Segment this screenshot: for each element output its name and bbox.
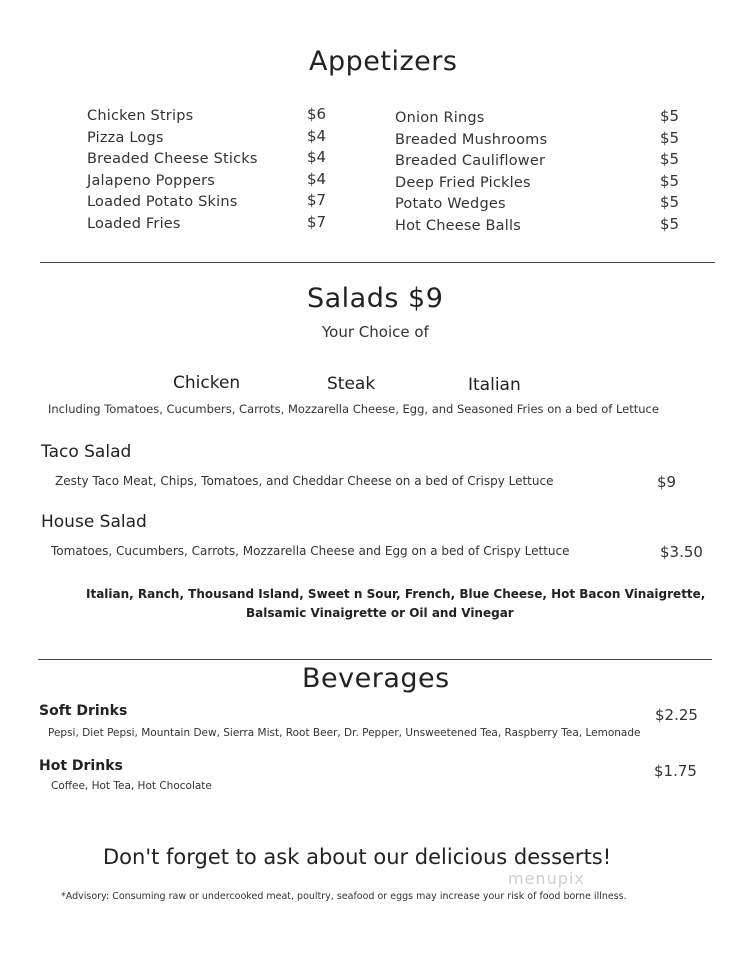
house-salad-price: $3.50 — [660, 543, 703, 561]
menu-item — [87, 104, 337, 126]
menu-item-price: $5 — [660, 171, 680, 190]
house-salad-name: House Salad — [41, 512, 147, 532]
menu-item-price: $7 — [307, 191, 327, 210]
menu-item — [395, 214, 685, 236]
menu-item — [395, 192, 685, 214]
menu-item-price: $5 — [660, 214, 680, 233]
watermark: menupix — [508, 869, 585, 888]
appetizers-right-column — [395, 106, 685, 236]
hot-drinks-description: Coffee, Hot Tea, Hot Chocolate — [51, 780, 212, 792]
menu-item-price: $6 — [307, 105, 327, 123]
menu-item-name: Jalapeno Poppers — [87, 172, 216, 189]
menu-item-price: $4 — [307, 126, 327, 145]
menu-item — [395, 171, 685, 193]
salad-choice-italian: Italian — [468, 375, 521, 395]
menu-item-price: $5 — [660, 107, 680, 125]
menu-item-name: Potato Wedges — [395, 196, 506, 213]
taco-salad-description: Zesty Taco Meat, Chips, Tomatoes, and Cheddar Cheese on a bed of Crispy Lettuce — [55, 474, 554, 488]
hot-drinks-name: Hot Drinks — [39, 758, 123, 774]
salads-subtitle: Your Choice of — [322, 323, 429, 341]
appetizers-left-column — [87, 104, 337, 234]
menu-item-name: Loaded Fries — [87, 215, 181, 232]
menu-item — [87, 126, 337, 148]
dressings-line-1: Italian, Ranch, Thousand Island, Sweet n Sour, French, Blue Cheese, Hot Bacon Vinaigrette, — [86, 587, 706, 601]
soft-drinks-name: Soft Drinks — [39, 703, 128, 719]
salads-title: Salads $9 — [307, 283, 444, 314]
appetizers-title: Appetizers — [309, 46, 458, 77]
menu-item-name: Loaded Potato Skins — [87, 194, 238, 211]
desserts-note: Don't forget to ask about our delicious desserts! — [103, 845, 612, 869]
menu-item-name: Breaded Mushrooms — [395, 131, 548, 148]
menu-item-name: Pizza Logs — [87, 129, 164, 146]
section-divider — [40, 262, 715, 263]
taco-salad-name: Taco Salad — [41, 442, 132, 462]
menu-item-price: $5 — [660, 128, 680, 147]
menu-item-name: Chicken Strips — [87, 108, 194, 124]
taco-salad-price: $9 — [657, 473, 677, 491]
menu-item — [87, 147, 337, 169]
salad-choice-description: Including Tomatoes, Cucumbers, Carrots, Mozzarella Cheese, Egg, and Seasoned Fries on a bed of Lettuce — [48, 402, 659, 416]
salad-choice-steak: Steak — [327, 374, 376, 394]
menu-item-name: Breaded Cheese Sticks — [87, 151, 258, 168]
advisory-note: *Advisory: Consuming raw or undercooked meat, poultry, seafood or eggs may increase your risk of food borne illness. — [61, 891, 627, 902]
soft-drinks-description: Pepsi, Diet Pepsi, Mountain Dew, Sierra Mist, Root Beer, Dr. Pepper, Unsweetened Tea, Raspberry Tea, Lemonade — [48, 727, 641, 739]
menu-item — [87, 212, 337, 234]
menu-item-name: Deep Fried Pickles — [395, 174, 531, 191]
soft-drinks-price: $2.25 — [655, 706, 698, 724]
salad-choice-chicken: Chicken — [173, 373, 241, 393]
menu-item — [395, 149, 685, 171]
beverages-title: Beverages — [302, 663, 450, 694]
menu-item-price: $5 — [660, 150, 680, 169]
house-salad-description: Tomatoes, Cucumbers, Carrots, Mozzarella Cheese and Egg on a bed of Crispy Lettuce — [51, 544, 570, 558]
menu-item — [395, 128, 685, 150]
menu-item-name: Hot Cheese Balls — [395, 217, 521, 234]
hot-drinks-price: $1.75 — [654, 762, 697, 780]
menu-item-name: Onion Rings — [395, 110, 485, 126]
menu-item-price: $5 — [660, 193, 680, 212]
section-divider — [38, 659, 712, 660]
dressings-line-2: Balsamic Vinaigrette or Oil and Vinegar — [246, 606, 514, 620]
menu-item-price: $4 — [307, 148, 327, 167]
menu-item — [395, 106, 685, 128]
menu-item-price: $7 — [307, 212, 327, 231]
menu-item-price: $4 — [307, 169, 327, 188]
menu-item — [87, 190, 337, 212]
menu-item-name: Breaded Cauliflower — [395, 153, 546, 170]
menu-item — [87, 169, 337, 191]
